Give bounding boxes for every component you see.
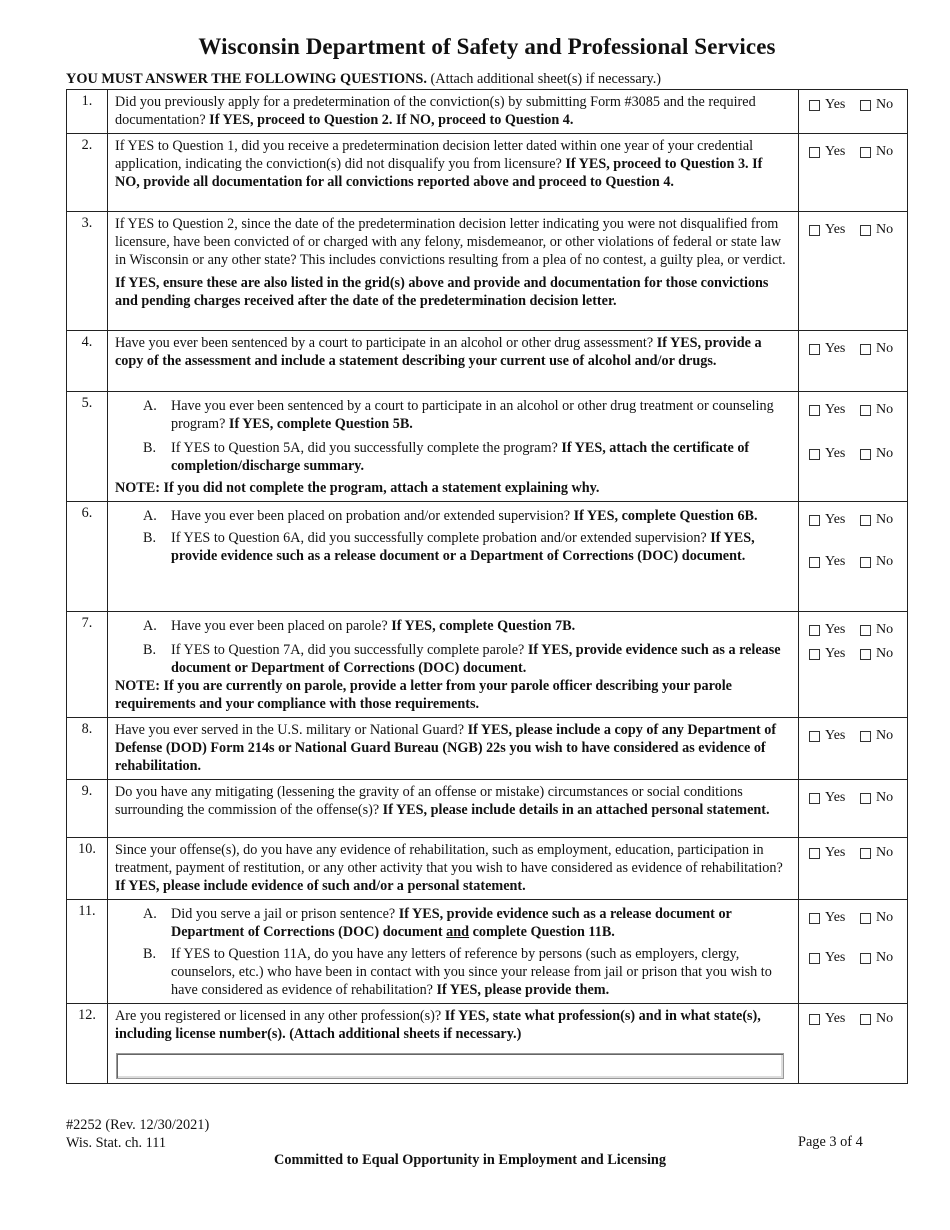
q12-yes-checkbox[interactable] — [809, 1014, 820, 1025]
note-text: NOTE: If you are currently on parole, provide a letter from your parole officer describing your parole requirements and your compliance with those requirements. — [115, 678, 732, 712]
q3-yes-checkbox[interactable] — [809, 225, 820, 236]
sub-letter: A. — [143, 618, 157, 634]
q11a-yes-checkbox[interactable] — [809, 913, 820, 924]
answer-cell — [799, 212, 908, 331]
question-text-plain: Have you ever been sentenced by a court to participate in an alcohol or other drug assessment? — [115, 335, 657, 351]
sub-question-7a — [115, 617, 790, 635]
footer-tagline: Committed to Equal Opportunity in Employment and Licensing — [274, 1152, 667, 1168]
answer-cell — [799, 502, 908, 612]
answer-cell — [799, 718, 908, 780]
question-text — [108, 134, 799, 212]
answer-cell — [799, 838, 908, 900]
question-row-12 — [67, 1004, 908, 1084]
q6a-no-checkbox[interactable] — [860, 515, 871, 526]
sub-text — [171, 397, 790, 433]
q3-no-checkbox[interactable] — [860, 225, 871, 236]
question-number: 2. — [67, 134, 108, 212]
question-instruction: If YES, please include evidence of such and/or a personal statement. — [115, 878, 526, 894]
q11a-no-checkbox[interactable] — [860, 913, 871, 924]
sub-instruction: If YES, attach the certificate of completion/discharge summary. — [171, 440, 750, 474]
yes-no-group-a — [799, 621, 907, 639]
no-label: No — [876, 728, 894, 743]
question-text — [108, 90, 799, 134]
question-text-plain: Did you previously apply for a predetermination of the conviction(s) by submitting Form #3085 and the required documentation? — [115, 94, 756, 128]
yes-no-group-a — [799, 511, 907, 529]
no-label: No — [876, 790, 894, 805]
answer-cell — [799, 90, 908, 134]
question-number: 3. — [67, 212, 108, 331]
yes-label: Yes — [825, 512, 846, 527]
question-row-5 — [67, 392, 908, 502]
sub-letter: B. — [143, 440, 157, 456]
no-label: No — [876, 402, 894, 417]
question-text — [108, 900, 799, 1004]
question-text-plain: Since your offense(s), do you have any evidence of rehabilitation, such as employment, education, participation in treatment, payment of restitution, or any other activity that you wish to have considered as evidence of rehabilitation? — [115, 842, 783, 876]
question-instruction-bold: If YES, ensure these are also listed in the grid(s) above and provide and documentation for those convictions and pending charges received after the date of the predetermination decision letter. — [115, 275, 769, 309]
question-number: 8. — [67, 718, 108, 780]
q11b-no-checkbox[interactable] — [860, 953, 871, 964]
other-profession-input[interactable] — [116, 1053, 784, 1079]
sub-text-plain: Have you ever been sentenced by a court to participate in an alcohol or other drug treatment or counseling program? — [171, 398, 774, 432]
question-instruction: If YES, please include details in an attached personal statement. — [382, 802, 770, 818]
yes-label: Yes — [825, 554, 846, 569]
yes-label: Yes — [825, 222, 846, 237]
q7b-yes-checkbox[interactable] — [809, 649, 820, 660]
answer-cell — [799, 1004, 908, 1084]
yes-no-group — [799, 789, 907, 807]
question-row-2 — [67, 134, 908, 212]
q8-no-checkbox[interactable] — [860, 731, 871, 742]
question-text — [108, 612, 799, 718]
question-number: 7. — [67, 612, 108, 718]
question-note — [115, 677, 790, 713]
no-label: No — [876, 341, 894, 356]
question-row-8 — [67, 718, 908, 780]
no-label: No — [876, 554, 894, 569]
q11b-yes-checkbox[interactable] — [809, 953, 820, 964]
question-text-plain: If YES to Question 2, since the date of the predetermination decision letter indicating you were not disqualified from licensure, have been convicted of or charged with any felony, misdemeanor, or other violations of federal or state law in Wisconsin or any other state? This includes convictions resulting from a plea of no contest, a guilty plea, or verdict. — [115, 216, 786, 268]
answer-cell — [799, 331, 908, 392]
question-text — [108, 1004, 799, 1084]
question-number: 4. — [67, 331, 108, 392]
yes-label: Yes — [825, 402, 846, 417]
no-label: No — [876, 144, 894, 159]
question-row-6 — [67, 502, 908, 612]
yes-no-group — [799, 1010, 907, 1028]
q1-no-checkbox[interactable] — [860, 100, 871, 111]
sub-question-7b — [115, 641, 790, 677]
sub-text-plain: Did you serve a jail or prison sentence? — [171, 906, 399, 922]
yes-no-group-b — [799, 445, 907, 463]
q6a-yes-checkbox[interactable] — [809, 515, 820, 526]
yes-label: Yes — [825, 950, 846, 965]
q7a-no-checkbox[interactable] — [860, 625, 871, 636]
sub-instruction: If YES, please provide them. — [436, 982, 610, 998]
sub-instruction: If YES, complete Question 6B. — [573, 508, 758, 524]
no-label: No — [876, 1011, 894, 1026]
question-row-11 — [67, 900, 908, 1004]
answer-cell — [799, 900, 908, 1004]
yes-no-group — [799, 727, 907, 745]
no-label: No — [876, 646, 894, 661]
note-text: NOTE: If you did not complete the program, attach a statement explaining why. — [115, 480, 600, 496]
q10-yes-checkbox[interactable] — [809, 848, 820, 859]
question-row-10 — [67, 838, 908, 900]
yes-no-group-b — [799, 553, 907, 571]
questions-table — [66, 89, 908, 1084]
footer-form-info — [66, 1116, 209, 1152]
answer-cell — [799, 134, 908, 212]
q6b-no-checkbox[interactable] — [860, 557, 871, 568]
sub-text-plain: If YES to Question 7A, did you successfully complete parole? — [171, 642, 528, 658]
sub-text — [171, 905, 790, 941]
answer-cell — [799, 392, 908, 502]
no-label: No — [876, 950, 894, 965]
sub-text-plain: Have you ever been placed on probation and/or extended supervision? — [171, 508, 574, 524]
sub-letter: B. — [143, 642, 157, 658]
question-note — [115, 479, 790, 497]
sub-letter: A. — [143, 906, 157, 922]
yes-no-group — [799, 96, 907, 114]
q5b-no-checkbox[interactable] — [860, 449, 871, 460]
instructions-bold: YOU MUST ANSWER THE FOLLOWING QUESTIONS. — [66, 71, 427, 87]
page-number: Page 3 of 4 — [798, 1134, 863, 1150]
no-label: No — [876, 910, 894, 925]
question-instruction: If YES, provide a copy of the assessment and include a statement describing your current use of alcohol and/or drugs. — [115, 335, 762, 369]
question-number: 9. — [67, 780, 108, 838]
question-text-plain: Are you registered or licensed in any other profession(s)? — [115, 1008, 445, 1024]
answer-cell — [799, 780, 908, 838]
question-number: 1. — [67, 90, 108, 134]
sub-question-6b — [115, 529, 790, 565]
no-label: No — [876, 446, 894, 461]
sub-letter: A. — [143, 508, 157, 524]
q7b-no-checkbox[interactable] — [860, 649, 871, 660]
no-label: No — [876, 622, 894, 637]
sub-question-11b — [115, 945, 790, 999]
question-instruction — [115, 274, 790, 310]
instructions — [66, 71, 661, 88]
sub-text — [171, 507, 790, 525]
form-number: #2252 (Rev. 12/30/2021) — [66, 1117, 210, 1133]
q12-no-checkbox[interactable] — [860, 1014, 871, 1025]
question-row-9 — [67, 780, 908, 838]
sub-text — [171, 439, 790, 475]
yes-label: Yes — [825, 845, 846, 860]
question-row-4 — [67, 331, 908, 392]
question-text — [108, 718, 799, 780]
q9-yes-checkbox[interactable] — [809, 793, 820, 804]
yes-no-group — [799, 143, 907, 161]
yes-label: Yes — [825, 446, 846, 461]
yes-label: Yes — [825, 144, 846, 159]
yes-no-group-a — [799, 401, 907, 419]
yes-no-group — [799, 221, 907, 239]
question-text — [108, 780, 799, 838]
sub-instruction: If YES, complete Question 7B. — [391, 618, 576, 634]
q2-yes-checkbox[interactable] — [809, 147, 820, 158]
q6b-yes-checkbox[interactable] — [809, 557, 820, 568]
yes-no-group-b — [799, 645, 907, 663]
q4-no-checkbox[interactable] — [860, 344, 871, 355]
sub-instruction-end: complete Question 11B. — [469, 924, 615, 940]
sub-instruction: If YES, provide evidence such as a release document or Department of Corrections (DOC) document. — [171, 642, 781, 676]
question-text — [108, 212, 799, 331]
sub-question-5b — [115, 439, 790, 475]
question-text — [108, 502, 799, 612]
instructions-note: (Attach additional sheet(s) if necessary.) — [426, 71, 662, 87]
question-text — [108, 331, 799, 392]
question-row-3 — [67, 212, 908, 331]
sub-text — [171, 945, 790, 999]
sub-question-11a — [115, 905, 790, 941]
q1-yes-checkbox[interactable] — [809, 100, 820, 111]
yes-label: Yes — [825, 790, 846, 805]
sub-instruction: If YES, provide evidence such as a release document or Department of Corrections (DOC) document — [171, 906, 732, 940]
sub-question-5a — [115, 397, 790, 433]
no-label: No — [876, 512, 894, 527]
sub-text-plain: Have you ever been placed on parole? — [171, 618, 392, 634]
sub-text-plain: If YES to Question 11A, do you have any letters of reference by persons (such as employers, clergy, counselors, etc.) who have been in contact with you since your release from jail or prison that you wish to have considered as evidence of rehabilitation? — [171, 946, 772, 998]
sub-text-plain: If YES to Question 5A, did you successfully complete the program? — [171, 440, 562, 456]
no-label: No — [876, 222, 894, 237]
q4-yes-checkbox[interactable] — [809, 344, 820, 355]
q10-no-checkbox[interactable] — [860, 848, 871, 859]
no-label: No — [876, 97, 894, 112]
question-number: 10. — [67, 838, 108, 900]
sub-instruction-underlined: and — [446, 924, 470, 940]
sub-letter: B. — [143, 530, 157, 546]
q5a-no-checkbox[interactable] — [860, 405, 871, 416]
question-row-7 — [67, 612, 908, 718]
sub-instruction: If YES, provide evidence such as a release document or a Department of Corrections (DOC) document. — [171, 530, 755, 564]
sub-text — [171, 641, 790, 677]
yes-no-group-a — [799, 909, 907, 927]
yes-label: Yes — [825, 341, 846, 356]
question-number: 6. — [67, 502, 108, 612]
sub-text — [171, 529, 790, 565]
question-text — [108, 838, 799, 900]
yes-no-group — [799, 844, 907, 862]
q7a-yes-checkbox[interactable] — [809, 625, 820, 636]
question-row-1 — [67, 90, 908, 134]
question-instruction: If YES, please include a copy of any Department of Defense (DOD) Form 214s or National Guard Bureau (NGB) 22s you wish to have considered as evidence of rehabilitation. — [115, 722, 777, 774]
page-title: Wisconsin Department of Safety and Professional Services — [198, 34, 776, 59]
answer-cell — [799, 612, 908, 718]
question-text-plain: If YES to Question 1, did you receive a predetermination decision letter dated within one year of your credential application, indicating the conviction(s) did not disqualify you from licensure? — [115, 138, 754, 172]
q5a-yes-checkbox[interactable] — [809, 405, 820, 416]
question-instruction: If YES, state what profession(s) and in what state(s), including license number(s). (Attach additional sheets if necessary.) — [115, 1008, 761, 1042]
sub-letter: B. — [143, 946, 157, 962]
question-instruction: If YES, proceed to Question 3. If NO, provide all documentation for all convictions reported above and proceed to Question 4. — [115, 156, 763, 190]
question-instruction: If YES, proceed to Question 2. If NO, proceed to Question 4. — [209, 112, 574, 128]
yes-label: Yes — [825, 646, 846, 661]
sub-text-plain: If YES to Question 6A, did you successfully complete probation and/or extended supervision? — [171, 530, 711, 546]
question-text — [108, 392, 799, 502]
yes-no-group — [799, 340, 907, 358]
sub-letter: A. — [143, 398, 157, 414]
yes-label: Yes — [825, 728, 846, 743]
q8-yes-checkbox[interactable] — [809, 731, 820, 742]
question-text-plain: Do you have any mitigating (lessening the gravity of an offense or mistake) circumstances or social conditions surrounding the commission of the offense(s)? — [115, 784, 743, 818]
q9-no-checkbox[interactable] — [860, 793, 871, 804]
question-number: 12. — [67, 1004, 108, 1084]
question-number: 11. — [67, 900, 108, 1004]
q2-no-checkbox[interactable] — [860, 147, 871, 158]
statute-reference: Wis. Stat. ch. 111 — [66, 1135, 167, 1151]
yes-label: Yes — [825, 622, 846, 637]
yes-label: Yes — [825, 910, 846, 925]
q5b-yes-checkbox[interactable] — [809, 449, 820, 460]
yes-label: Yes — [825, 1011, 846, 1026]
sub-question-6a — [115, 507, 790, 525]
question-number: 5. — [67, 392, 108, 502]
yes-no-group-b — [799, 949, 907, 967]
question-text-plain: Have you ever served in the U.S. military or National Guard? — [115, 722, 468, 738]
sub-instruction: If YES, complete Question 5B. — [228, 416, 413, 432]
yes-label: Yes — [825, 97, 846, 112]
no-label: No — [876, 845, 894, 860]
sub-text — [171, 617, 790, 635]
